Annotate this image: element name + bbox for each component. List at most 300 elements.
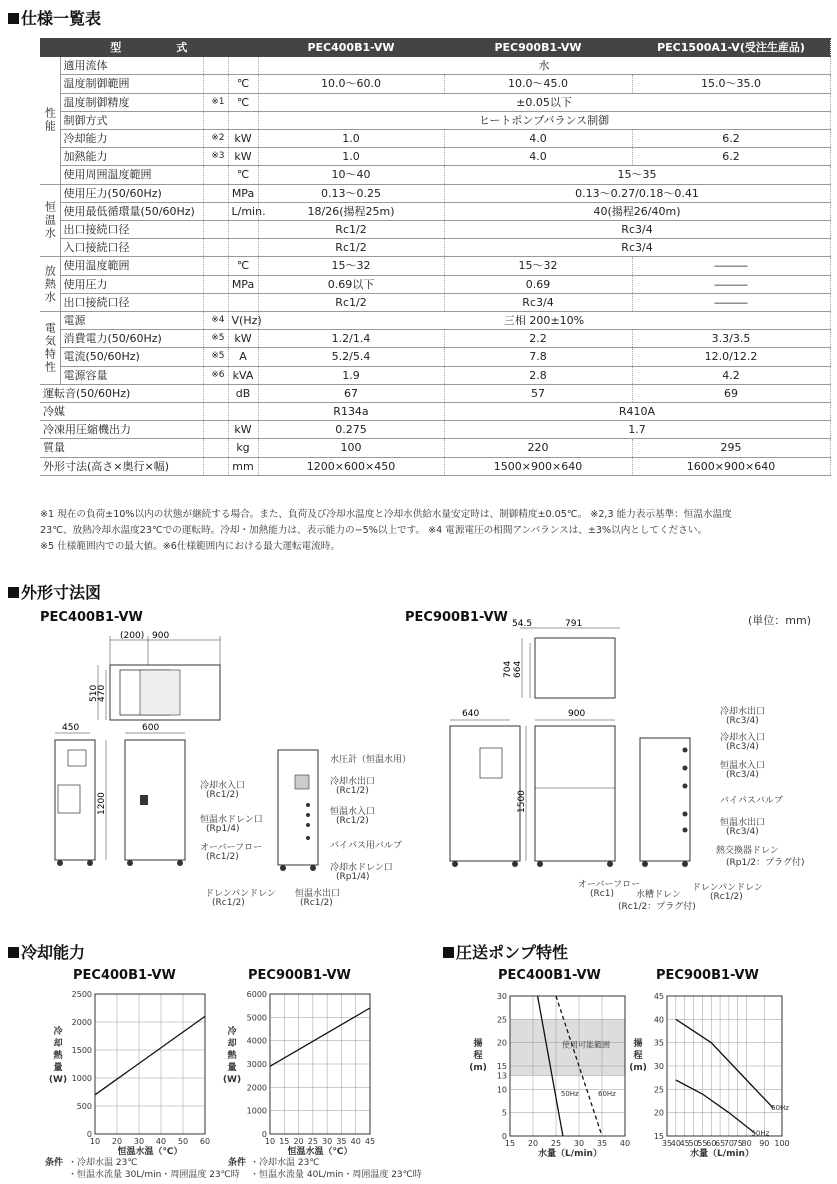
x-tick-label: 60	[199, 1137, 211, 1146]
series-label-50Hz: 50Hz	[751, 1129, 770, 1138]
pec400-dim-200: (200)	[120, 631, 145, 641]
spec-unit: ℃	[228, 257, 258, 275]
spec-value: 67	[258, 384, 444, 402]
cooling-900-title: PEC900B1-VW	[248, 968, 351, 983]
series-line-cooling	[270, 1008, 370, 1066]
spec-value: 1.9	[258, 366, 444, 384]
spec-value: R134a	[258, 403, 444, 421]
spec-unit	[228, 293, 258, 311]
spec-unit: L/min.	[228, 202, 258, 220]
y-tick-label: 45	[653, 992, 664, 1001]
pec900-label-overflow-size: (Rc1)	[590, 889, 614, 899]
spec-value: 0.13〜0.27/0.18〜0.41	[444, 184, 830, 202]
spec-row	[40, 148, 830, 166]
y-axis-label: 揚	[633, 1039, 643, 1049]
pec400-dims-title: PEC400B1-VW	[40, 610, 143, 625]
spec-value: 7.8	[444, 348, 632, 366]
spec-row	[40, 293, 830, 311]
spec-row	[40, 384, 830, 402]
spec-row	[40, 348, 830, 366]
spec-value: 2.2	[444, 330, 632, 348]
spec-row	[40, 202, 830, 220]
y-axis-label: 量	[53, 1063, 63, 1073]
cooling-chart-pec400	[40, 984, 211, 1157]
spec-value: 57	[444, 384, 632, 402]
pump-section-title: 圧送ポンプ特性	[443, 940, 568, 963]
spec-row	[40, 457, 830, 475]
spec-note-2: 23℃、放熱冷却水温度23℃での運転時。冷却・加熱能力は、表示能力の−5%以上です。 ※4 電源電圧の相間アンバランスは、±3%以内としてください。	[40, 525, 708, 536]
pec900-label-cooling-in: 冷却水入口	[720, 733, 766, 743]
spec-note-ref	[203, 239, 228, 257]
spec-value: Rc3/4	[444, 239, 830, 257]
y-tick-label: 30	[496, 992, 507, 1001]
spec-unit: kW	[228, 130, 258, 148]
pec900-dim-545: 54.5	[512, 619, 533, 629]
y-axis-label: 程	[633, 1051, 643, 1061]
spec-note-ref	[203, 257, 228, 275]
y-tick-label: 5000	[246, 1013, 267, 1023]
spec-item: 電源容量	[60, 366, 203, 384]
y-tick-label: 15	[653, 1132, 664, 1141]
x-tick-label: 25	[307, 1137, 318, 1146]
spec-unit: ℃	[228, 93, 258, 111]
spec-value: Rc1/2	[258, 239, 444, 257]
series-label-60Hz: 60Hz	[771, 1104, 790, 1112]
x-tick-label: 30	[573, 1139, 585, 1148]
x-tick-label: 75	[732, 1139, 743, 1148]
pec900-label-cooling-out-size: (Rc3/4)	[726, 716, 759, 726]
cooling-900-cond-1: ・冷却水温 23℃	[250, 1158, 320, 1168]
y-axis-label: 冷	[53, 1027, 63, 1037]
cooling-400-cond-2: ・恒温水流量 30L/min・周囲温度 23℃時	[68, 1170, 240, 1180]
spec-value: 2.8	[444, 366, 632, 384]
x-tick-label: 40	[670, 1139, 681, 1148]
spec-unit: kW	[228, 330, 258, 348]
y-tick-label: 4000	[246, 1036, 267, 1046]
spec-header-col: PEC400B1-VW	[258, 39, 444, 57]
y-tick-label: 13	[496, 1071, 507, 1081]
y-tick-label: 0	[261, 1130, 267, 1139]
y-tick-label: 0	[501, 1132, 507, 1141]
spec-note-ref	[203, 184, 228, 202]
pec400-label-cooling-drain-size: (Rp1/4)	[336, 872, 370, 882]
spec-value: 0.13〜0.25	[258, 184, 444, 202]
x-tick-label: 25	[550, 1139, 562, 1148]
y-tick-label: 2500	[71, 990, 92, 999]
y-tick-label: 5	[501, 1108, 507, 1118]
x-axis-label: 水量（L/min）	[690, 1149, 754, 1159]
pec400-label-temp-out: 恒温水出口	[295, 889, 341, 899]
pec900-label-tank-drain-size: (Rc1/2：プラグ付)	[618, 902, 696, 912]
cooling-900-cond-label: 条件	[228, 1158, 247, 1168]
x-tick-label: 90	[759, 1139, 770, 1148]
x-tick-label: 40	[619, 1139, 631, 1148]
y-axis-label: (W)	[48, 1075, 68, 1085]
spec-note-ref	[203, 166, 228, 184]
y-axis-label: 揚	[473, 1039, 483, 1049]
spec-value: 1200×600×450	[258, 457, 444, 475]
cooling-400-title: PEC400B1-VW	[73, 968, 176, 983]
x-axis-label: 恒温水温（℃）	[287, 1147, 353, 1157]
x-tick-label: 35	[596, 1139, 608, 1148]
spec-row	[40, 221, 830, 239]
spec-row	[40, 257, 830, 275]
pec400-dim-1200: 1200	[97, 792, 107, 815]
spec-unit: A	[228, 348, 258, 366]
y-axis-label: 却	[227, 1039, 237, 1049]
x-axis-label: 恒温水温（℃）	[117, 1147, 183, 1157]
pec900-label-temp-out-size: (Rc3/4)	[726, 827, 759, 837]
pec900-label-hx-drain: 熱交換器ドレン	[716, 846, 779, 856]
x-tick-label: 15	[279, 1137, 290, 1146]
spec-value: Rc3/4	[444, 221, 830, 239]
spec-unit: kVA	[228, 366, 258, 384]
spec-group-label: 性能	[40, 57, 60, 184]
spec-item: 加熱能力	[60, 148, 203, 166]
spec-header-model: 型 式	[40, 39, 258, 57]
pec400-dim-900: 900	[152, 631, 170, 641]
spec-value: Rc1/2	[258, 293, 444, 311]
spec-unit	[228, 111, 258, 129]
pec900-drawing	[440, 618, 740, 878]
spec-table	[40, 38, 831, 476]
spec-note-ref	[203, 384, 228, 402]
pec400-label-bypass: バイパス用バルブ	[330, 841, 402, 851]
pec900-label-temp-in: 恒温水入口	[720, 761, 766, 771]
spec-unit: ℃	[228, 75, 258, 93]
spec-note-1: ※1 現在の負荷±10%以内の状態が継続する場合。また、負荷及び冷却水温度と冷却水供給水量安定時は、制御精度±0.05℃。 ※2,3 能力表示基準：恒温水温度	[40, 509, 732, 520]
spec-value: 15〜32	[444, 257, 632, 275]
spec-value: 1.2/1.4	[258, 330, 444, 348]
x-tick-label: 15	[504, 1139, 516, 1148]
x-tick-label: 80	[741, 1139, 752, 1148]
spec-value: 1500×900×640	[444, 457, 632, 475]
spec-value: 10.0〜60.0	[258, 75, 444, 93]
y-tick-label: 15	[496, 1062, 507, 1071]
spec-row	[40, 239, 830, 257]
pec900-dim-1500: 1500	[517, 790, 527, 813]
spec-item: 冷凍用圧縮機出力	[40, 421, 203, 439]
pec400-dim-450: 450	[62, 723, 80, 733]
x-tick-label: 40	[350, 1137, 361, 1146]
y-tick-label: 20	[496, 1038, 507, 1048]
spec-value: 0.275	[258, 421, 444, 439]
y-axis-label: 量	[227, 1063, 237, 1073]
spec-unit: dB	[228, 384, 258, 402]
unit-note: (単位：mm)	[748, 614, 812, 627]
spec-note-ref	[203, 293, 228, 311]
spec-row	[40, 93, 830, 111]
y-tick-label: 6000	[246, 990, 267, 999]
spec-value: Rc1/2	[258, 221, 444, 239]
x-tick-label: 35	[661, 1139, 673, 1148]
pec900-label-hx-drain-size: (Rp1/2：プラグ付)	[726, 858, 805, 868]
x-tick-label: 20	[111, 1137, 123, 1146]
pec900-dim-900: 900	[568, 709, 586, 719]
spec-item: 使用圧力	[60, 275, 203, 293]
pec400-dim-600: 600	[142, 723, 160, 733]
y-tick-label: 500	[76, 1102, 92, 1111]
spec-item: 適用流体	[60, 57, 203, 75]
x-tick-label: 20	[293, 1137, 304, 1146]
spec-value: 100	[258, 439, 444, 457]
spec-value: 15〜35	[444, 166, 830, 184]
pec400-label-pan-drain: ドレンパンドレン	[205, 889, 276, 899]
spec-value: 1.0	[258, 130, 444, 148]
series-label-60Hz: 60Hz	[598, 1090, 616, 1098]
pec900-label-temp-out: 恒温水出口	[720, 818, 766, 828]
pec400-label-temp-in-size: (Rc1/2)	[336, 816, 369, 826]
pec400-label-cooling-drain: 冷却水ドレン口	[330, 863, 393, 873]
spec-note-ref	[203, 57, 228, 75]
spec-note-ref: ※5	[203, 330, 228, 348]
pec900-label-overflow: オーバーフロー	[578, 880, 641, 890]
pec900-label-pan-drain-size: (Rc1/2)	[710, 892, 743, 902]
spec-unit	[228, 403, 258, 421]
x-tick-label: 30	[322, 1137, 333, 1146]
y-tick-label: 2000	[71, 1018, 92, 1027]
pump-chart-pec900	[629, 984, 792, 1159]
pec400-dim-470: 470	[97, 684, 107, 702]
spec-row	[40, 130, 830, 148]
y-tick-label: 35	[653, 1038, 664, 1048]
pec900-dim-640: 640	[462, 709, 480, 719]
y-axis-label: (W)	[222, 1075, 242, 1085]
pec400-label-overflow: オーバーフロー	[200, 843, 263, 853]
operating-range-label: 使用可能範囲	[562, 1040, 610, 1050]
x-tick-label: 45	[364, 1137, 376, 1146]
y-axis-label: (m)	[629, 1063, 647, 1073]
spec-value: 3.3/3.5	[632, 330, 830, 348]
cooling-400-cond-1: ・冷却水温 23℃	[68, 1158, 138, 1168]
spec-note-ref: ※1	[203, 93, 228, 111]
spec-row	[40, 184, 830, 202]
spec-value: ―――	[632, 275, 830, 293]
cooling-400-cond-label: 条件	[45, 1158, 64, 1168]
spec-note-ref: ※4	[203, 312, 228, 330]
spec-value: 1.0	[258, 148, 444, 166]
spec-unit	[228, 239, 258, 257]
spec-item: 温度制御範囲	[60, 75, 203, 93]
spec-header-col: PEC1500A1-V(受注生産品)	[632, 39, 830, 57]
spec-note-ref: ※6	[203, 366, 228, 384]
pec900-dim-704: 704	[503, 660, 513, 678]
spec-unit: ℃	[228, 166, 258, 184]
spec-value: 4.0	[444, 148, 632, 166]
x-tick-label: 40	[155, 1137, 167, 1146]
spec-section-title: 仕様一覧表	[8, 6, 101, 29]
spec-value: 12.0/12.2	[632, 348, 830, 366]
spec-row	[40, 166, 830, 184]
spec-row	[40, 312, 830, 330]
spec-note-ref: ※2	[203, 130, 228, 148]
spec-unit	[228, 221, 258, 239]
spec-value: 水	[258, 57, 830, 75]
spec-note-ref	[203, 221, 228, 239]
spec-value: ―――	[632, 293, 830, 311]
spec-row	[40, 75, 830, 93]
spec-header-row	[40, 39, 830, 57]
spec-note-ref: ※5	[203, 348, 228, 366]
spec-note-ref	[203, 421, 228, 439]
y-tick-label: 3000	[246, 1060, 267, 1069]
spec-value: 1.7	[444, 421, 830, 439]
pec900-label-tank-drain: 水槽ドレン	[636, 890, 681, 900]
spec-value: 1600×900×640	[632, 457, 830, 475]
spec-row	[40, 421, 830, 439]
spec-unit: V(Hz)	[228, 312, 258, 330]
x-tick-label: 35	[336, 1137, 347, 1146]
series-line-60Hz	[676, 1019, 773, 1108]
spec-unit: kW	[228, 148, 258, 166]
spec-item: 制御方式	[60, 111, 203, 129]
spec-note-ref	[203, 403, 228, 421]
y-axis-label: 熱	[227, 1051, 237, 1061]
spec-value: 295	[632, 439, 830, 457]
spec-value: 6.2	[632, 148, 830, 166]
spec-value: 69	[632, 384, 830, 402]
spec-note-ref	[203, 75, 228, 93]
dims-section-title: 外形寸法図	[8, 580, 101, 603]
pec400-drawing	[40, 630, 370, 910]
pec900-dim-664: 664	[513, 660, 523, 678]
y-tick-label: 40	[653, 1015, 664, 1025]
spec-unit: MPa	[228, 184, 258, 202]
spec-row	[40, 366, 830, 384]
pec900-label-cooling-in-size: (Rc3/4)	[726, 742, 759, 752]
spec-note-ref	[203, 275, 228, 293]
pec400-label-drain-size: (Rp1/4)	[206, 824, 240, 834]
x-tick-label: 30	[133, 1137, 145, 1146]
spec-note-3: ※5 仕様範囲内での最大値。※6仕様範囲内における最大運転電流時。	[40, 541, 340, 552]
spec-unit: mm	[228, 457, 258, 475]
spec-value: ―――	[632, 257, 830, 275]
series-line-cooling	[95, 1016, 205, 1094]
spec-value: ヒートポンプバランス制御	[258, 111, 830, 129]
pec900-label-cooling-out: 冷却水出口	[720, 707, 766, 717]
spec-value: 三相 200±10%	[258, 312, 830, 330]
spec-group-label: 放熱水	[40, 257, 60, 312]
spec-unit: kg	[228, 439, 258, 457]
cooling-section-title: 冷却能力	[8, 940, 85, 963]
pec900-label-bypass: バイパスバルブ	[720, 796, 783, 806]
series-line-50Hz	[676, 1080, 756, 1134]
x-tick-label: 60	[706, 1139, 717, 1148]
y-axis-label: 程	[473, 1051, 483, 1061]
spec-note-ref	[203, 111, 228, 129]
y-axis-label: 熱	[53, 1051, 63, 1061]
y-tick-label: 1000	[71, 1074, 92, 1083]
pec400-label-cooling-in-size: (Rc1/2)	[206, 790, 239, 800]
spec-value: 10〜40	[258, 166, 444, 184]
y-tick-label: 20	[653, 1108, 664, 1118]
y-tick-label: 10	[496, 1085, 507, 1095]
spec-value: 10.0〜45.0	[444, 75, 632, 93]
y-tick-label: 2000	[246, 1083, 267, 1093]
series-label-50Hz: 50Hz	[560, 1090, 579, 1098]
pec400-label-cooling-out-size: (Rc1/2)	[336, 786, 369, 796]
spec-header-col: PEC900B1-VW	[444, 39, 632, 57]
x-tick-label: 100	[774, 1139, 790, 1148]
y-tick-label: 1500	[71, 1046, 92, 1055]
spec-item: 外形寸法(高さ×奥行×幅)	[40, 457, 203, 475]
y-tick-label: 0	[86, 1130, 92, 1139]
spec-group-label: 電気特性	[40, 312, 60, 385]
pec400-label-cooling-in: 冷却水入口	[200, 781, 246, 791]
pec900-label-pan-drain: ドレンパンドレン	[692, 883, 763, 893]
spec-item: 電源	[60, 312, 203, 330]
spec-value: 6.2	[632, 130, 830, 148]
spec-item: 使用最低循環量(50/60Hz)	[60, 202, 203, 220]
spec-item: 出口接続口径	[60, 221, 203, 239]
x-axis-label: 水量（L/min）	[538, 1149, 602, 1159]
pec400-label-temp-out-size: (Rc1/2)	[300, 898, 333, 908]
pec400-label-gauge: 水圧計（恒温水用）	[330, 755, 412, 765]
pec400-dim-510: 510	[89, 684, 99, 702]
spec-note-ref: ※3	[203, 148, 228, 166]
pump-900-title: PEC900B1-VW	[656, 968, 759, 983]
x-tick-label: 55	[697, 1139, 708, 1148]
spec-value: 5.2/5.4	[258, 348, 444, 366]
spec-item: 運転音(50/60Hz)	[40, 384, 203, 402]
spec-row	[40, 111, 830, 129]
pec400-label-pan-drain-size: (Rc1/2)	[212, 898, 245, 908]
spec-row	[40, 439, 830, 457]
spec-item: 冷却能力	[60, 130, 203, 148]
x-tick-label: 10	[264, 1137, 276, 1146]
spec-row	[40, 330, 830, 348]
y-tick-label: 25	[496, 1015, 507, 1025]
y-axis-label: (m)	[469, 1063, 487, 1073]
pec400-label-drain: 恒温水ドレン口	[200, 815, 263, 825]
spec-note-ref	[203, 457, 228, 475]
spec-unit: MPa	[228, 275, 258, 293]
spec-value: 0.69	[444, 275, 632, 293]
spec-item: 使用温度範囲	[60, 257, 203, 275]
y-axis-label: 却	[53, 1039, 63, 1049]
spec-value: 0.69以下	[258, 275, 444, 293]
spec-note-ref	[203, 439, 228, 457]
spec-item: 質量	[40, 439, 203, 457]
spec-group-label: 恒温水	[40, 184, 60, 257]
pec900-dim-791: 791	[565, 619, 583, 629]
spec-value: 40(揚程26/40m)	[444, 202, 830, 220]
pec900-label-temp-in-size: (Rc3/4)	[726, 770, 759, 780]
spec-item: 出口接続口径	[60, 293, 203, 311]
cooling-900-cond-2: ・恒温水流量 40L/min・周囲温度 23℃時	[250, 1170, 422, 1180]
pec400-label-temp-in: 恒温水入口	[330, 807, 376, 817]
x-tick-label: 50	[177, 1137, 189, 1146]
spec-value: 15.0〜35.0	[632, 75, 830, 93]
cooling-chart-pec900	[220, 984, 390, 1157]
spec-item: 電流(50/60Hz)	[60, 348, 203, 366]
spec-item: 消費電力(50/60Hz)	[60, 330, 203, 348]
y-tick-label: 30	[653, 1062, 664, 1071]
spec-value: 18/26(揚程25m)	[258, 202, 444, 220]
spec-value: R410A	[444, 403, 830, 421]
x-tick-label: 70	[723, 1139, 735, 1148]
pump-chart-pec400	[470, 984, 630, 1159]
spec-value: 4.0	[444, 130, 632, 148]
spec-unit	[228, 57, 258, 75]
y-axis-label: 冷	[227, 1027, 237, 1037]
y-tick-label: 1000	[246, 1106, 267, 1116]
x-tick-label: 65	[714, 1139, 726, 1148]
pump-400-title: PEC400B1-VW	[498, 968, 601, 983]
spec-value: 15〜32	[258, 257, 444, 275]
spec-item: 使用周囲温度範囲	[60, 166, 203, 184]
spec-row	[40, 57, 830, 75]
